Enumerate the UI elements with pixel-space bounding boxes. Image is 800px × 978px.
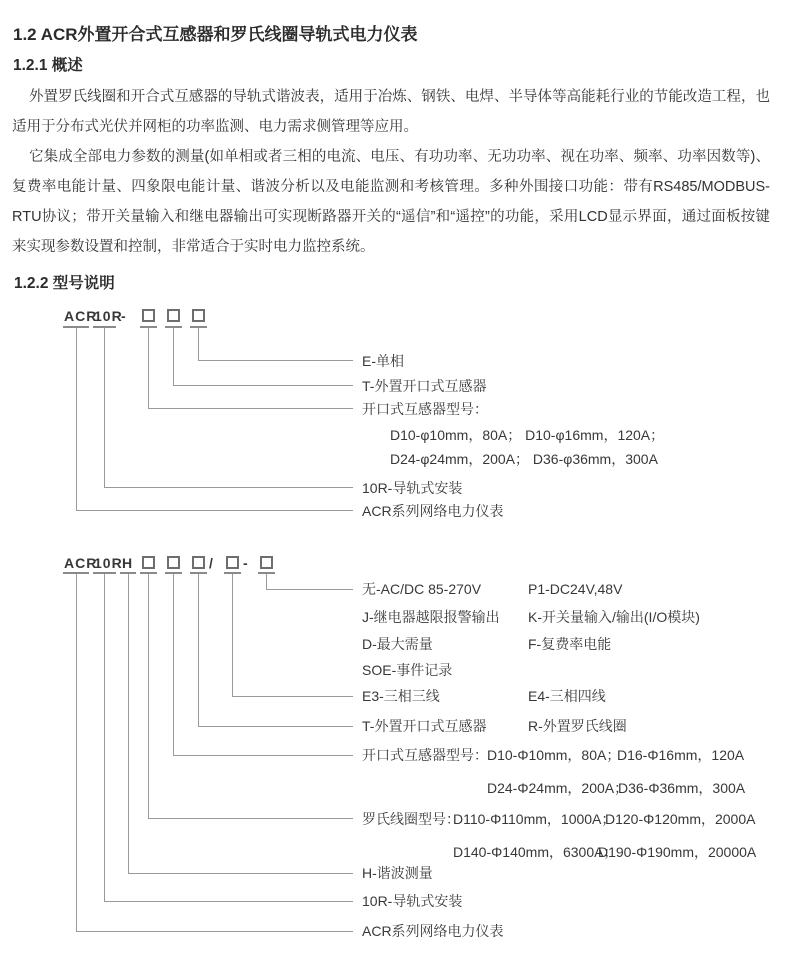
model-token-dash: -: [121, 308, 127, 324]
label-series-name: ACR系列网络电力仪表: [362, 503, 504, 519]
label-ct-row2: D24-φ24mm，200A； D36-φ36mm，300A: [390, 451, 658, 467]
connector-line: [148, 818, 353, 819]
connector-line: [148, 408, 353, 409]
connector-line: [104, 328, 105, 487]
connector-line: [266, 574, 267, 589]
label-power-p1: P1-DC24V,48V: [528, 581, 623, 597]
label-ct-d16: D16-Φ16mm，120A: [617, 747, 745, 763]
label-wiring-e4: E4-三相四线: [528, 688, 606, 704]
connector-line: [76, 328, 77, 510]
model-token-series: 10R: [94, 308, 123, 324]
connector-line: [148, 574, 149, 818]
label-rogowski-title: 罗氏线圈型号：: [362, 811, 460, 827]
connector-line: [173, 574, 174, 755]
label-sensor-t: T-外置开口式互感器: [362, 718, 487, 734]
connector-line: [104, 487, 353, 488]
connector-line: [76, 510, 353, 511]
connector-line: [173, 755, 353, 756]
model-box: [226, 556, 239, 569]
model-box: [192, 309, 205, 322]
label-ct-title: 开口式互感器型号：: [362, 747, 488, 763]
model-box: [260, 556, 273, 569]
connector-line: [198, 726, 353, 727]
model-diagram-1: [0, 300, 800, 530]
label-ct-title: 开口式互感器型号：: [362, 401, 488, 417]
label-relay-out: J-继电器越限报警输出: [362, 609, 500, 625]
label-io-module: K-开关量输入/输出(I/O模块): [528, 609, 700, 625]
connector-line: [198, 328, 199, 360]
connector-line: [198, 360, 353, 361]
label-ext-ct: T-外置开口式互感器: [362, 378, 487, 394]
connector-line: [232, 574, 233, 696]
model-box: [167, 309, 180, 322]
model-token-slash: /: [209, 555, 214, 571]
page-title: 1.2 ACR外置开合式互感器和罗氏线圈导轨式电力仪表: [13, 25, 418, 44]
connector-line: [104, 574, 105, 901]
label-tariff: F-复费率电能: [528, 636, 612, 652]
connector-line: [198, 574, 199, 726]
label-rg-d140: D140-Φ140mm，6300A；: [453, 844, 618, 860]
connector-line: [76, 931, 353, 932]
label-power-none: 无-AC/DC 85-270V: [362, 581, 482, 597]
connector-line: [128, 574, 129, 873]
connector-line: [76, 574, 77, 931]
label-ct-d24: D24-Φ24mm，200A；: [487, 780, 629, 796]
label-rg-d110: D110-Φ110mm，1000A；: [453, 811, 616, 827]
label-ct-d36: D36-Φ36mm，300A: [618, 780, 746, 796]
label-series-name: ACR系列网络电力仪表: [362, 923, 504, 939]
connector-line: [173, 385, 353, 386]
connector-line: [104, 901, 353, 902]
model-token-series: 10R: [94, 555, 123, 571]
label-wiring-e3: E3-三相三线: [362, 688, 440, 704]
overview-paragraph-1: 外置罗氏线圈和开合式互感器的导轨式谐波表，适用于冶炼、钢铁、电焊、半导体等高能耗行业的节能改造工程，也适用于分布式光伏并网柜的功率监测、电力需求侧管理等应用。: [12, 89, 770, 135]
model-box: [192, 556, 205, 569]
connector-line: [266, 589, 353, 590]
model-token-h: H: [122, 555, 134, 571]
connector-line: [128, 873, 353, 874]
model-diagram-2: [0, 548, 800, 968]
label-ct-row1: D10-φ10mm，80A； D10-φ16mm，120A；: [390, 427, 665, 443]
model-token-dash: -: [243, 555, 249, 571]
label-soe: SOE-事件记录: [362, 662, 453, 678]
overview-paragraph-2: 它集成全部电力参数的测量(如单相或者三相的电流、电压、有功功率、无功功率、视在功率、频率、功率因数等)、复费率电能计量、四象限电能计量、谐波分析以及电能监测和考核管理。多种外围接口功能：带有RS485/MODBUS-RTU协议；带开关量输入和继电器输出可实现断路器开关的“遥信”和“遥控”的功能，采用LCD显示界面，通过面板按键来实现参数设置和控制，非常适合于实时电力监控系统。: [12, 149, 770, 255]
model-box: [142, 556, 155, 569]
connector-line: [148, 328, 149, 408]
label-sensor-r: R-外置罗氏线圈: [528, 718, 627, 734]
connector-line: [173, 328, 174, 385]
label-rail-mount: 10R-导轨式安装: [362, 893, 463, 909]
label-harmonic: H-谐波测量: [362, 865, 433, 881]
model-heading: 1.2.2 型号说明: [14, 275, 115, 292]
model-box: [167, 556, 180, 569]
label-ct-d10: D10-Φ10mm，80A；: [487, 747, 621, 763]
label-rg-d190: D190-Φ190mm，20000A: [598, 844, 757, 860]
label-phase: E-单相: [362, 353, 404, 369]
overview-heading: 1.2.1 概述: [13, 57, 83, 74]
model-token-prefix: ACR: [64, 308, 98, 324]
model-token-prefix: ACR: [64, 555, 98, 571]
label-rail-mount: 10R-导轨式安装: [362, 480, 463, 496]
model-box: [142, 309, 155, 322]
label-rg-d120: D120-Φ120mm，2000A: [605, 811, 756, 827]
connector-line: [232, 696, 353, 697]
label-max-demand: D-最大需量: [362, 636, 433, 652]
